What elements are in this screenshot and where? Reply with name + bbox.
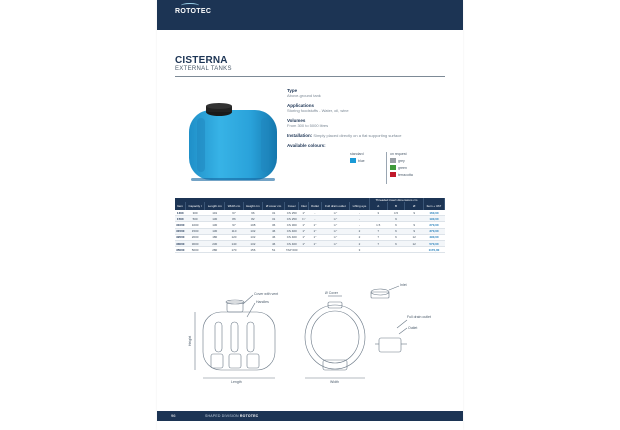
table-cell: [369, 247, 387, 253]
table-body: [175, 210, 445, 253]
footer-text: [205, 414, 258, 418]
table-cell: 1": [299, 228, 309, 234]
table-cell: 1": [309, 234, 322, 240]
table-cell: 2: [350, 228, 370, 234]
handles-label: Handles: [256, 300, 269, 304]
column-header: Full drain outlet: [321, 202, 349, 210]
table-cell: 2: [350, 234, 370, 240]
volumes-label: Volumes: [287, 118, 306, 123]
table-cell: 46: [263, 240, 285, 246]
table-cell: 130: [205, 228, 225, 234]
table-cell: 6: [387, 228, 405, 234]
table-cell: 1": [309, 240, 322, 246]
table-cell: 190,00: [423, 216, 444, 222]
table-cell: 9: [405, 222, 424, 228]
table-cell: 12: [405, 234, 424, 240]
table-cell: 1500: [176, 216, 184, 221]
table-cell: 33000: [176, 241, 185, 246]
table-cell: 1": [299, 240, 309, 246]
table-cell: 9: [387, 216, 405, 222]
table-cell: CS 250: [285, 210, 299, 216]
column-header: Item: [175, 202, 186, 210]
applications-value: Storing foodstuffs - Water, oil, wine: [287, 108, 349, 113]
length-label: Length: [231, 380, 242, 384]
table-cell: 132: [243, 234, 263, 240]
table-cell: 31: [263, 216, 285, 222]
column-header: A: [369, 202, 387, 210]
table-cell: 46: [263, 234, 285, 240]
table-cell: 97: [225, 222, 243, 228]
table-cell: 82: [243, 216, 263, 222]
table-cell: 31: [263, 210, 285, 216]
table-cell: 570,00: [423, 240, 444, 246]
catalogue-page: [157, 0, 463, 430]
column-header: Ø: [405, 202, 424, 210]
table-cell: 120: [225, 234, 243, 240]
table-cell: ¾": [321, 234, 349, 240]
table-cell: 6: [387, 234, 405, 240]
table-cell: 3: [350, 247, 370, 253]
table-cell: [387, 247, 405, 253]
table-row: [175, 247, 445, 253]
table-cell: -: [309, 210, 322, 216]
table-cell: CS 400: [285, 228, 299, 234]
table-cell: 500: [186, 216, 205, 222]
table-cell: ¾": [299, 216, 309, 222]
installation-label: Installation:: [287, 133, 313, 138]
table-cell: 9: [405, 210, 424, 216]
table-cell: 31000: [176, 222, 185, 227]
table-cell: [299, 247, 309, 253]
table-cell: 1500: [186, 228, 205, 234]
page-title: CISTERNA: [175, 55, 228, 66]
table-cell: 132: [243, 228, 263, 234]
installation-line: [287, 133, 447, 138]
table-cell: ¾": [321, 240, 349, 246]
table-cell: [309, 247, 322, 253]
table-cell: CS 250: [285, 216, 299, 222]
table-cell: 32000: [176, 235, 185, 240]
table-cell: 130: [205, 216, 225, 222]
table-cell: -: [350, 222, 370, 228]
column-header: Cover: [285, 202, 299, 210]
footer-brand: ROTOTEC: [239, 413, 259, 418]
height-label: Height: [188, 335, 192, 346]
colour-swatches: [350, 152, 450, 186]
page-number: 96: [171, 413, 176, 418]
table-cell: ¾": [321, 216, 349, 222]
table-cell: 1.5: [369, 222, 387, 228]
table-cell: 490,00: [423, 234, 444, 240]
table-cell: 4.5: [387, 210, 405, 216]
table-cell: 3000: [186, 240, 205, 246]
full-drain-outlet-label: Full drain outlet: [407, 315, 431, 319]
table-cell: 101: [205, 210, 225, 216]
table-cell: 1170,00: [423, 247, 444, 253]
cover-with-vent-label: Cover with vent: [254, 292, 279, 296]
column-header: Outlet: [309, 202, 322, 210]
group-header-threaded-insert: Threaded insert dimensions cm: [369, 198, 423, 202]
table-cell: TAP 600: [286, 247, 298, 252]
table-cell: 130: [205, 222, 225, 228]
colour-name: grey: [398, 158, 405, 163]
standard-label: standard: [350, 152, 364, 156]
front-view-drawing: [305, 296, 365, 378]
table-cell: 36: [263, 222, 285, 228]
table-cell: 1": [299, 234, 309, 240]
type-label: Type: [287, 88, 298, 93]
column-header: Lifting eye: [350, 202, 370, 210]
technical-drawings: [175, 282, 445, 392]
table-cell: 132: [243, 240, 263, 246]
dia-cover-label: Ø Cover: [325, 291, 339, 295]
standard-colours: [350, 152, 365, 163]
table-cell: 370,00: [423, 228, 444, 234]
table-cell: 180: [205, 234, 225, 240]
table-cell: [321, 247, 349, 253]
swatch-green: [390, 165, 396, 170]
page-subtitle: EXTERNAL TANKS: [175, 66, 232, 72]
column-header: Height cm: [243, 202, 263, 210]
table-cell: 6: [387, 240, 405, 246]
swatch-blue: [350, 158, 356, 163]
side-view-drawing: [195, 295, 275, 378]
column-header: B: [387, 202, 405, 210]
table-cell: 7: [369, 228, 387, 234]
width-label: Width: [330, 380, 339, 384]
table-cell: 46: [263, 228, 285, 234]
table-cell: 31500: [176, 229, 185, 234]
table-cell: 5000: [186, 247, 205, 253]
table-cell: 7: [369, 234, 387, 240]
colour-item: [390, 165, 413, 170]
table-cell: 86: [225, 216, 243, 222]
table-header-row: [175, 202, 445, 210]
table-cell: [405, 247, 424, 253]
column-header: Capacity l: [186, 202, 205, 210]
table-cell: -: [350, 216, 370, 222]
colour-item: [350, 158, 365, 163]
table-cell: -: [350, 210, 370, 216]
colour-name: blue: [358, 158, 365, 163]
column-header: Length cm: [205, 202, 225, 210]
inlet-label: Inlet: [400, 283, 407, 287]
detail-view-drawing: [371, 286, 407, 352]
volumes-value: From 300 to 5000 litres: [287, 123, 329, 128]
table-cell: 67: [225, 210, 243, 216]
table-cell: ¾": [321, 222, 349, 228]
table-cell: 1000: [186, 222, 205, 228]
table-cell: 300: [186, 210, 205, 216]
installation-value: Simply placed directly on a flat supporting surface: [313, 133, 402, 138]
table-cell: 270,00: [423, 222, 444, 228]
outlet-label: Outlet: [408, 326, 418, 330]
table-cell: 9: [405, 228, 424, 234]
table-cell: 1": [299, 210, 309, 216]
table-cell: 12: [405, 240, 424, 246]
table-cell: 2: [350, 240, 370, 246]
table-cell: 1": [299, 222, 309, 228]
table-cell: ¾": [321, 228, 349, 234]
table-cell: 156: [243, 247, 263, 253]
table-cell: 66: [243, 210, 263, 216]
table-cell: 280: [205, 247, 225, 253]
swatch-terracotta: [390, 172, 396, 177]
table-cell: 160,00: [423, 210, 444, 216]
specifications-table: [175, 198, 445, 253]
table-cell: 51: [263, 247, 285, 253]
column-header: Ø cover cm: [263, 202, 285, 210]
tank-photo: [183, 100, 283, 186]
brand-logo: ROTOTEC: [175, 8, 212, 15]
type-value: Above-ground tank: [287, 93, 321, 98]
table-cell: 108: [243, 222, 263, 228]
table-cell: 140: [225, 240, 243, 246]
title-divider: [175, 76, 445, 77]
table-cell: CS 400: [285, 240, 299, 246]
colour-item: [390, 172, 413, 177]
column-header: Width cm: [225, 202, 243, 210]
table-cell: 35000: [176, 247, 185, 252]
swatch-grey: [390, 158, 396, 163]
table-cell: 110: [225, 228, 243, 234]
table-cell: CS 300: [285, 222, 299, 228]
page-footer: [157, 411, 463, 421]
table-cell: 230: [205, 240, 225, 246]
on-request-colours: [390, 152, 413, 177]
colour-divider: [386, 152, 387, 184]
table-cell: 170: [225, 247, 243, 253]
colours-label: Available colours:: [287, 143, 326, 148]
table-cell: 1300: [176, 210, 184, 215]
table-cell: 1": [309, 228, 322, 234]
column-header: Inlet: [300, 204, 307, 208]
table-cell: 7: [369, 240, 387, 246]
table-cell: 3: [369, 210, 387, 216]
column-header: Item + VAT: [423, 202, 444, 210]
table-cell: CS 400: [285, 234, 299, 240]
colour-name: green: [398, 165, 407, 170]
table-cell: ¾": [321, 210, 349, 216]
applications-label: Applications: [287, 103, 315, 108]
table-cell: -: [309, 216, 322, 222]
on-request-label: on request: [390, 152, 407, 156]
colour-name: terracotta: [398, 172, 413, 177]
table-cell: 6: [387, 222, 405, 228]
top-header-bar: [157, 0, 463, 30]
table-cell: 1": [309, 222, 322, 228]
spec-info: [287, 88, 447, 148]
footer-division: SHAPED DIVISION: [205, 413, 239, 418]
table-cell: 2000: [186, 234, 205, 240]
colour-item: [390, 158, 413, 163]
